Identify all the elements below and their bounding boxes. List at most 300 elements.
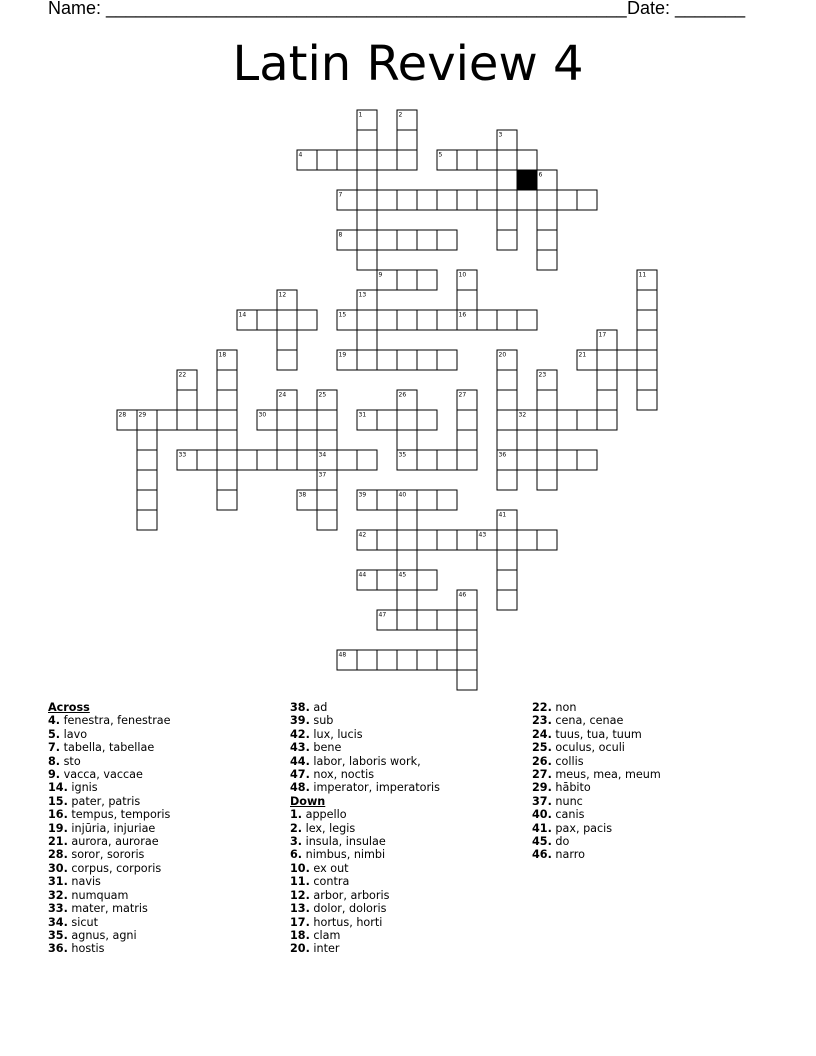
clue-item-text: injūria, injuriae <box>67 821 156 835</box>
clue-item <box>48 942 171 955</box>
clue-item <box>290 862 440 875</box>
grid-cell[interactable] <box>517 190 537 210</box>
name-field[interactable]: Name: ____________________________________________________ <box>48 0 627 18</box>
grid-cell[interactable] <box>637 330 657 350</box>
grid-cell[interactable] <box>497 550 517 570</box>
clue-item-text: nunc <box>551 794 583 808</box>
grid-cell[interactable] <box>177 410 197 430</box>
clue-item-text: insula, insulae <box>302 835 386 849</box>
grid-cell[interactable] <box>497 590 517 610</box>
grid-cell[interactable] <box>137 510 157 530</box>
grid-cell[interactable] <box>217 410 237 430</box>
grid-cell[interactable] <box>397 270 417 290</box>
clue-item <box>532 848 661 861</box>
grid-cell[interactable] <box>457 530 477 550</box>
grid-cell[interactable] <box>457 150 477 170</box>
clue-item-number: 4. <box>48 714 61 728</box>
clue-item-text: contra <box>309 875 350 889</box>
grid-cell[interactable] <box>637 390 657 410</box>
grid-cell[interactable] <box>537 230 557 250</box>
grid-cell[interactable] <box>537 530 557 550</box>
clue-item-text: narro <box>551 848 585 862</box>
clue-item-number: 20. <box>290 942 310 956</box>
clue-item-text: nimbus, nimbi <box>302 848 386 862</box>
clue-number: 48 <box>338 651 347 659</box>
clue-item <box>48 781 171 794</box>
clue-item-number: 3. <box>290 835 303 849</box>
grid-cell[interactable] <box>537 470 557 490</box>
clue-item-number: 9. <box>48 768 61 782</box>
grid-cell[interactable] <box>397 650 417 670</box>
clue-item-number: 38. <box>290 701 310 714</box>
grid-cell[interactable] <box>437 350 457 370</box>
grid-cell[interactable] <box>577 450 597 470</box>
clue-item <box>48 889 171 902</box>
grid-cell[interactable] <box>417 570 437 590</box>
grid-cell[interactable] <box>497 470 517 490</box>
clue-item-number: 18. <box>290 928 310 942</box>
grid-cell[interactable] <box>497 150 517 170</box>
clue-item <box>290 714 440 727</box>
grid-cell[interactable] <box>397 350 417 370</box>
clue-number: 31 <box>358 411 367 419</box>
grid-cell[interactable] <box>397 190 417 210</box>
grid-cell[interactable] <box>617 350 637 370</box>
grid-cell[interactable] <box>137 430 157 450</box>
grid-cell[interactable] <box>357 650 377 670</box>
clue-item-number: 41. <box>532 821 552 835</box>
grid-cell[interactable] <box>317 510 337 530</box>
clues-column-3 <box>532 701 661 862</box>
clue-item-text: ignis <box>67 781 98 795</box>
grid-cell[interactable] <box>557 190 577 210</box>
grid-cell[interactable] <box>497 430 517 450</box>
grid-cell[interactable] <box>397 150 417 170</box>
clue-item-number: 46. <box>532 848 552 862</box>
clue-item <box>290 808 440 821</box>
clue-item <box>48 808 171 821</box>
clue-item-text: lavo <box>60 727 88 741</box>
grid-cell[interactable] <box>137 450 157 470</box>
clue-item-text: lex, legis <box>302 821 356 835</box>
grid-cell[interactable] <box>217 490 237 510</box>
grid-cell[interactable] <box>397 130 417 150</box>
clue-item-number: 39. <box>290 714 310 728</box>
clue-item <box>48 755 171 768</box>
grid-cell[interactable] <box>497 190 517 210</box>
grid-cell[interactable] <box>477 190 497 210</box>
clue-item-text: hortus, horti <box>309 915 383 929</box>
clue-item-text: bene <box>309 741 342 755</box>
clue-item-number: 28. <box>48 848 68 862</box>
grid-cell[interactable] <box>317 490 337 510</box>
grid-cell[interactable] <box>317 150 337 170</box>
clue-number: 14 <box>238 311 247 319</box>
grid-cell[interactable] <box>497 210 517 230</box>
grid-cell[interactable] <box>357 350 377 370</box>
clue-item-number: 19. <box>48 821 68 835</box>
clue-item-text: meus, mea, meum <box>551 768 661 782</box>
grid-cell[interactable] <box>357 330 377 350</box>
clue-number: 23 <box>538 371 547 379</box>
grid-cell[interactable] <box>457 610 477 630</box>
grid-cell[interactable] <box>517 530 537 550</box>
clue-item <box>532 768 661 781</box>
clue-item <box>290 701 440 714</box>
page-title: Latin Review 4 <box>232 36 584 92</box>
clue-item <box>290 916 440 929</box>
grid-cell[interactable] <box>537 190 557 210</box>
clue-number: 16 <box>458 311 467 319</box>
grid-cell[interactable] <box>497 390 517 410</box>
grid-cell[interactable] <box>437 610 457 630</box>
clue-item-text: nox, noctis <box>309 768 375 782</box>
clue-item-number: 10. <box>290 861 310 875</box>
grid-cell[interactable] <box>497 230 517 250</box>
grid-cell[interactable] <box>457 630 477 650</box>
grid-cell[interactable] <box>497 170 517 190</box>
grid-cell[interactable] <box>417 270 437 290</box>
grid-cell[interactable] <box>277 350 297 370</box>
grid-cell[interactable] <box>157 410 177 430</box>
clue-item-text: lux, lucis <box>309 727 363 741</box>
clue-item-text: pater, patris <box>67 794 141 808</box>
grid-cell[interactable] <box>497 410 517 430</box>
grid-cell[interactable] <box>417 190 437 210</box>
clue-item <box>48 875 171 888</box>
grid-cell[interactable] <box>457 190 477 210</box>
clue-item <box>48 835 171 848</box>
grid-cell[interactable] <box>217 450 237 470</box>
grid-cell[interactable] <box>597 350 617 370</box>
clue-item-text: tempus, temporis <box>67 808 171 822</box>
clue-number: 22 <box>178 371 187 379</box>
grid-cell[interactable] <box>337 150 357 170</box>
grid-cell[interactable] <box>437 530 457 550</box>
clue-item-number: 5. <box>48 727 61 741</box>
grid-cell[interactable] <box>357 450 377 470</box>
grid-cell[interactable] <box>417 650 437 670</box>
clue-number: 43 <box>478 531 487 539</box>
clue-number: 34 <box>318 451 327 459</box>
clue-item-text: ex out <box>309 861 349 875</box>
grid-cell[interactable] <box>457 450 477 470</box>
grid-cell[interactable] <box>257 310 277 330</box>
grid-cell[interactable] <box>537 410 557 430</box>
clue-number: 8 <box>338 231 343 239</box>
clue-item-text: soror, sororis <box>67 848 145 862</box>
clue-item-text: canis <box>551 808 585 822</box>
grid-cell[interactable] <box>457 290 477 310</box>
grid-cell[interactable] <box>397 410 417 430</box>
clue-number: 30 <box>258 411 267 419</box>
clue-number: 47 <box>378 611 387 619</box>
clue-item-number: 2. <box>290 821 303 835</box>
grid-cell[interactable] <box>417 450 437 470</box>
clue-item-text: navis <box>67 875 101 889</box>
clue-item-text: labor, laboris work, <box>309 754 421 768</box>
grid-cell[interactable] <box>497 310 517 330</box>
clue-number: 35 <box>398 451 407 459</box>
clue-item-number: 24. <box>532 727 552 741</box>
clue-item-text: sicut <box>67 915 98 929</box>
clue-item <box>290 889 440 902</box>
grid-cell[interactable] <box>537 390 557 410</box>
grid-cell[interactable] <box>257 450 277 470</box>
clue-item <box>290 942 440 955</box>
clue-item-number: 45. <box>532 835 552 849</box>
grid-cell[interactable] <box>357 310 377 330</box>
down-heading: Down <box>290 794 326 808</box>
clue-number: 2 <box>398 111 403 119</box>
clue-number: 39 <box>358 491 367 499</box>
grid-cell[interactable] <box>457 650 477 670</box>
clue-number: 26 <box>398 391 407 399</box>
grid-cell[interactable] <box>377 150 397 170</box>
clue-item <box>290 875 440 888</box>
grid-cell[interactable] <box>197 410 217 430</box>
grid-cell[interactable] <box>557 410 577 430</box>
clue-item-text: tabella, tabellae <box>60 741 155 755</box>
clue-item-text: numquam <box>67 888 129 902</box>
grid-cell[interactable] <box>357 190 377 210</box>
grid-cell[interactable] <box>437 490 457 510</box>
grid-cell[interactable] <box>317 410 337 430</box>
clue-item <box>290 902 440 915</box>
grid-cell[interactable] <box>397 310 417 330</box>
grid-cell[interactable] <box>177 390 197 410</box>
clue-number: 6 <box>538 171 543 179</box>
grid-cell[interactable] <box>417 610 437 630</box>
clue-item-number: 35. <box>48 928 68 942</box>
grid-cell[interactable] <box>217 370 237 390</box>
clue-item-text: arbor, arboris <box>309 888 390 902</box>
clue-number: 10 <box>458 271 467 279</box>
grid-cell[interactable] <box>357 130 377 150</box>
clues-column-2 <box>290 701 440 956</box>
clue-item-text: inter <box>309 942 340 956</box>
grid-cell[interactable] <box>217 470 237 490</box>
grid-cell[interactable] <box>417 230 437 250</box>
clue-item <box>532 714 661 727</box>
grid-cell[interactable] <box>377 530 397 550</box>
clue-item <box>290 929 440 942</box>
date-field[interactable]: Date: _______ <box>627 0 746 18</box>
grid-cell[interactable] <box>357 210 377 230</box>
across-heading: Across <box>48 701 90 714</box>
clue-item <box>532 835 661 848</box>
clue-item <box>532 781 661 794</box>
grid-cell[interactable] <box>417 530 437 550</box>
grid-cell[interactable] <box>457 410 477 430</box>
grid-cell[interactable] <box>357 250 377 270</box>
clue-number: 28 <box>118 411 127 419</box>
grid-cell[interactable] <box>637 350 657 370</box>
grid-cell[interactable] <box>277 310 297 330</box>
grid-cell[interactable] <box>397 430 417 450</box>
grid-cell[interactable] <box>377 570 397 590</box>
grid-cell[interactable] <box>457 430 477 450</box>
clue-number: 15 <box>338 311 347 319</box>
clue-number: 27 <box>458 391 467 399</box>
grid-cell[interactable] <box>237 450 257 470</box>
grid-cell[interactable] <box>437 650 457 670</box>
clue-item-text: ad <box>309 701 328 714</box>
grid-cell[interactable] <box>637 370 657 390</box>
clue-item <box>48 916 171 929</box>
grid-cell[interactable] <box>517 150 537 170</box>
clue-item-number: 31. <box>48 875 68 889</box>
clue-number: 13 <box>358 291 367 299</box>
grid-cell[interactable] <box>477 310 497 330</box>
grid-cell[interactable] <box>377 310 397 330</box>
grid-cell[interactable] <box>597 390 617 410</box>
grid-cell[interactable] <box>477 150 497 170</box>
grid-cell[interactable] <box>637 290 657 310</box>
clue-item-number: 27. <box>532 768 552 782</box>
clue-item-number: 25. <box>532 741 552 755</box>
clue-item-number: 30. <box>48 861 68 875</box>
clue-number: 38 <box>298 491 307 499</box>
grid-cell[interactable] <box>397 550 417 570</box>
clue-item-number: 43. <box>290 741 310 755</box>
clue-number: 36 <box>498 451 507 459</box>
grid-cell[interactable] <box>197 450 217 470</box>
clue-item-text: cena, cenae <box>551 714 624 728</box>
grid-cell[interactable] <box>397 230 417 250</box>
grid-cell[interactable] <box>397 530 417 550</box>
grid-cell[interactable] <box>417 490 437 510</box>
grid-cell[interactable] <box>417 350 437 370</box>
grid-cell[interactable] <box>217 430 237 450</box>
clue-number: 45 <box>398 571 407 579</box>
clue-item-text: agnus, agni <box>67 928 137 942</box>
clue-number: 25 <box>318 391 327 399</box>
grid-cell[interactable] <box>357 170 377 190</box>
grid-cell[interactable] <box>437 450 457 470</box>
grid-cell[interactable] <box>317 430 337 450</box>
grid-cell[interactable] <box>417 410 437 430</box>
grid-cell[interactable] <box>517 310 537 330</box>
grid-cell[interactable] <box>377 230 397 250</box>
clue-item-number: 32. <box>48 888 68 902</box>
grid-cell[interactable] <box>277 450 297 470</box>
clue-number: 5 <box>438 151 443 159</box>
grid-cell[interactable] <box>597 370 617 390</box>
grid-cell[interactable] <box>497 370 517 390</box>
grid-cell[interactable] <box>297 310 317 330</box>
grid-cell[interactable] <box>397 610 417 630</box>
grid-cell[interactable] <box>577 190 597 210</box>
clue-number: 1 <box>358 111 363 119</box>
clue-item-number: 42. <box>290 727 310 741</box>
clue-number: 33 <box>178 451 187 459</box>
grid-cell[interactable] <box>637 310 657 330</box>
clue-item <box>48 902 171 915</box>
grid-cell[interactable] <box>537 210 557 230</box>
grid-cell[interactable] <box>137 470 157 490</box>
clue-item-text: appello <box>302 808 347 822</box>
clue-item <box>48 862 171 875</box>
clue-item <box>532 755 661 768</box>
clue-item-number: 6. <box>290 848 303 862</box>
grid-cell[interactable] <box>517 450 537 470</box>
clue-item <box>48 741 171 754</box>
grid-cell[interactable] <box>357 150 377 170</box>
grid-cell[interactable] <box>137 490 157 510</box>
grid-cell[interactable] <box>377 350 397 370</box>
clue-number: 24 <box>278 391 287 399</box>
clue-item-number: 37. <box>532 794 552 808</box>
grid-cell[interactable] <box>277 430 297 450</box>
clue-item <box>48 822 171 835</box>
grid-cell[interactable] <box>297 450 317 470</box>
clue-item-number: 1. <box>290 808 303 822</box>
clue-item-number: 8. <box>48 754 61 768</box>
clue-item-text: do <box>551 835 570 849</box>
grid-cell[interactable] <box>377 650 397 670</box>
grid-cell[interactable] <box>537 430 557 450</box>
clue-number: 46 <box>458 591 467 599</box>
clue-number: 40 <box>398 491 407 499</box>
grid-cell[interactable] <box>297 410 317 430</box>
clue-number: 29 <box>138 411 147 419</box>
grid-cell[interactable] <box>377 190 397 210</box>
clue-item <box>290 741 440 754</box>
grid-cell[interactable] <box>537 450 557 470</box>
grid-cell[interactable] <box>497 570 517 590</box>
grid-cell[interactable] <box>557 450 577 470</box>
grid-cell[interactable] <box>437 310 457 330</box>
grid-cell[interactable] <box>457 670 477 690</box>
clue-item <box>290 822 440 835</box>
clue-item-text: sto <box>60 754 81 768</box>
clue-number: 42 <box>358 531 367 539</box>
clue-number: 20 <box>498 351 507 359</box>
grid-cell[interactable] <box>217 390 237 410</box>
grid-cell[interactable] <box>397 590 417 610</box>
clue-item <box>290 848 440 861</box>
grid-cell[interactable] <box>337 450 357 470</box>
clue-item-number: 33. <box>48 902 68 916</box>
grid-cell[interactable] <box>537 250 557 270</box>
grid-cell[interactable] <box>497 530 517 550</box>
clue-number: 17 <box>598 331 607 339</box>
grid-cell[interactable] <box>277 410 297 430</box>
grid-cell[interactable] <box>357 230 377 250</box>
grid-cell[interactable] <box>597 410 617 430</box>
grid-cell[interactable] <box>277 330 297 350</box>
grid-cell[interactable] <box>377 490 397 510</box>
clue-number: 41 <box>498 511 507 519</box>
clue-number: 21 <box>578 351 587 359</box>
clue-item-number: 34. <box>48 915 68 929</box>
grid-cell[interactable] <box>437 190 457 210</box>
grid-cell[interactable] <box>377 410 397 430</box>
black-cell <box>517 170 537 190</box>
grid-cell[interactable] <box>577 410 597 430</box>
clue-number: 3 <box>498 131 503 139</box>
clue-item <box>532 822 661 835</box>
clue-item-text: sub <box>309 714 334 728</box>
clue-item <box>290 781 440 794</box>
clue-item-number: 12. <box>290 888 310 902</box>
grid-cell[interactable] <box>397 510 417 530</box>
clue-item-text: collis <box>551 754 584 768</box>
clue-item-text: vacca, vaccae <box>60 768 143 782</box>
grid-cell[interactable] <box>417 310 437 330</box>
grid-cell[interactable] <box>437 230 457 250</box>
